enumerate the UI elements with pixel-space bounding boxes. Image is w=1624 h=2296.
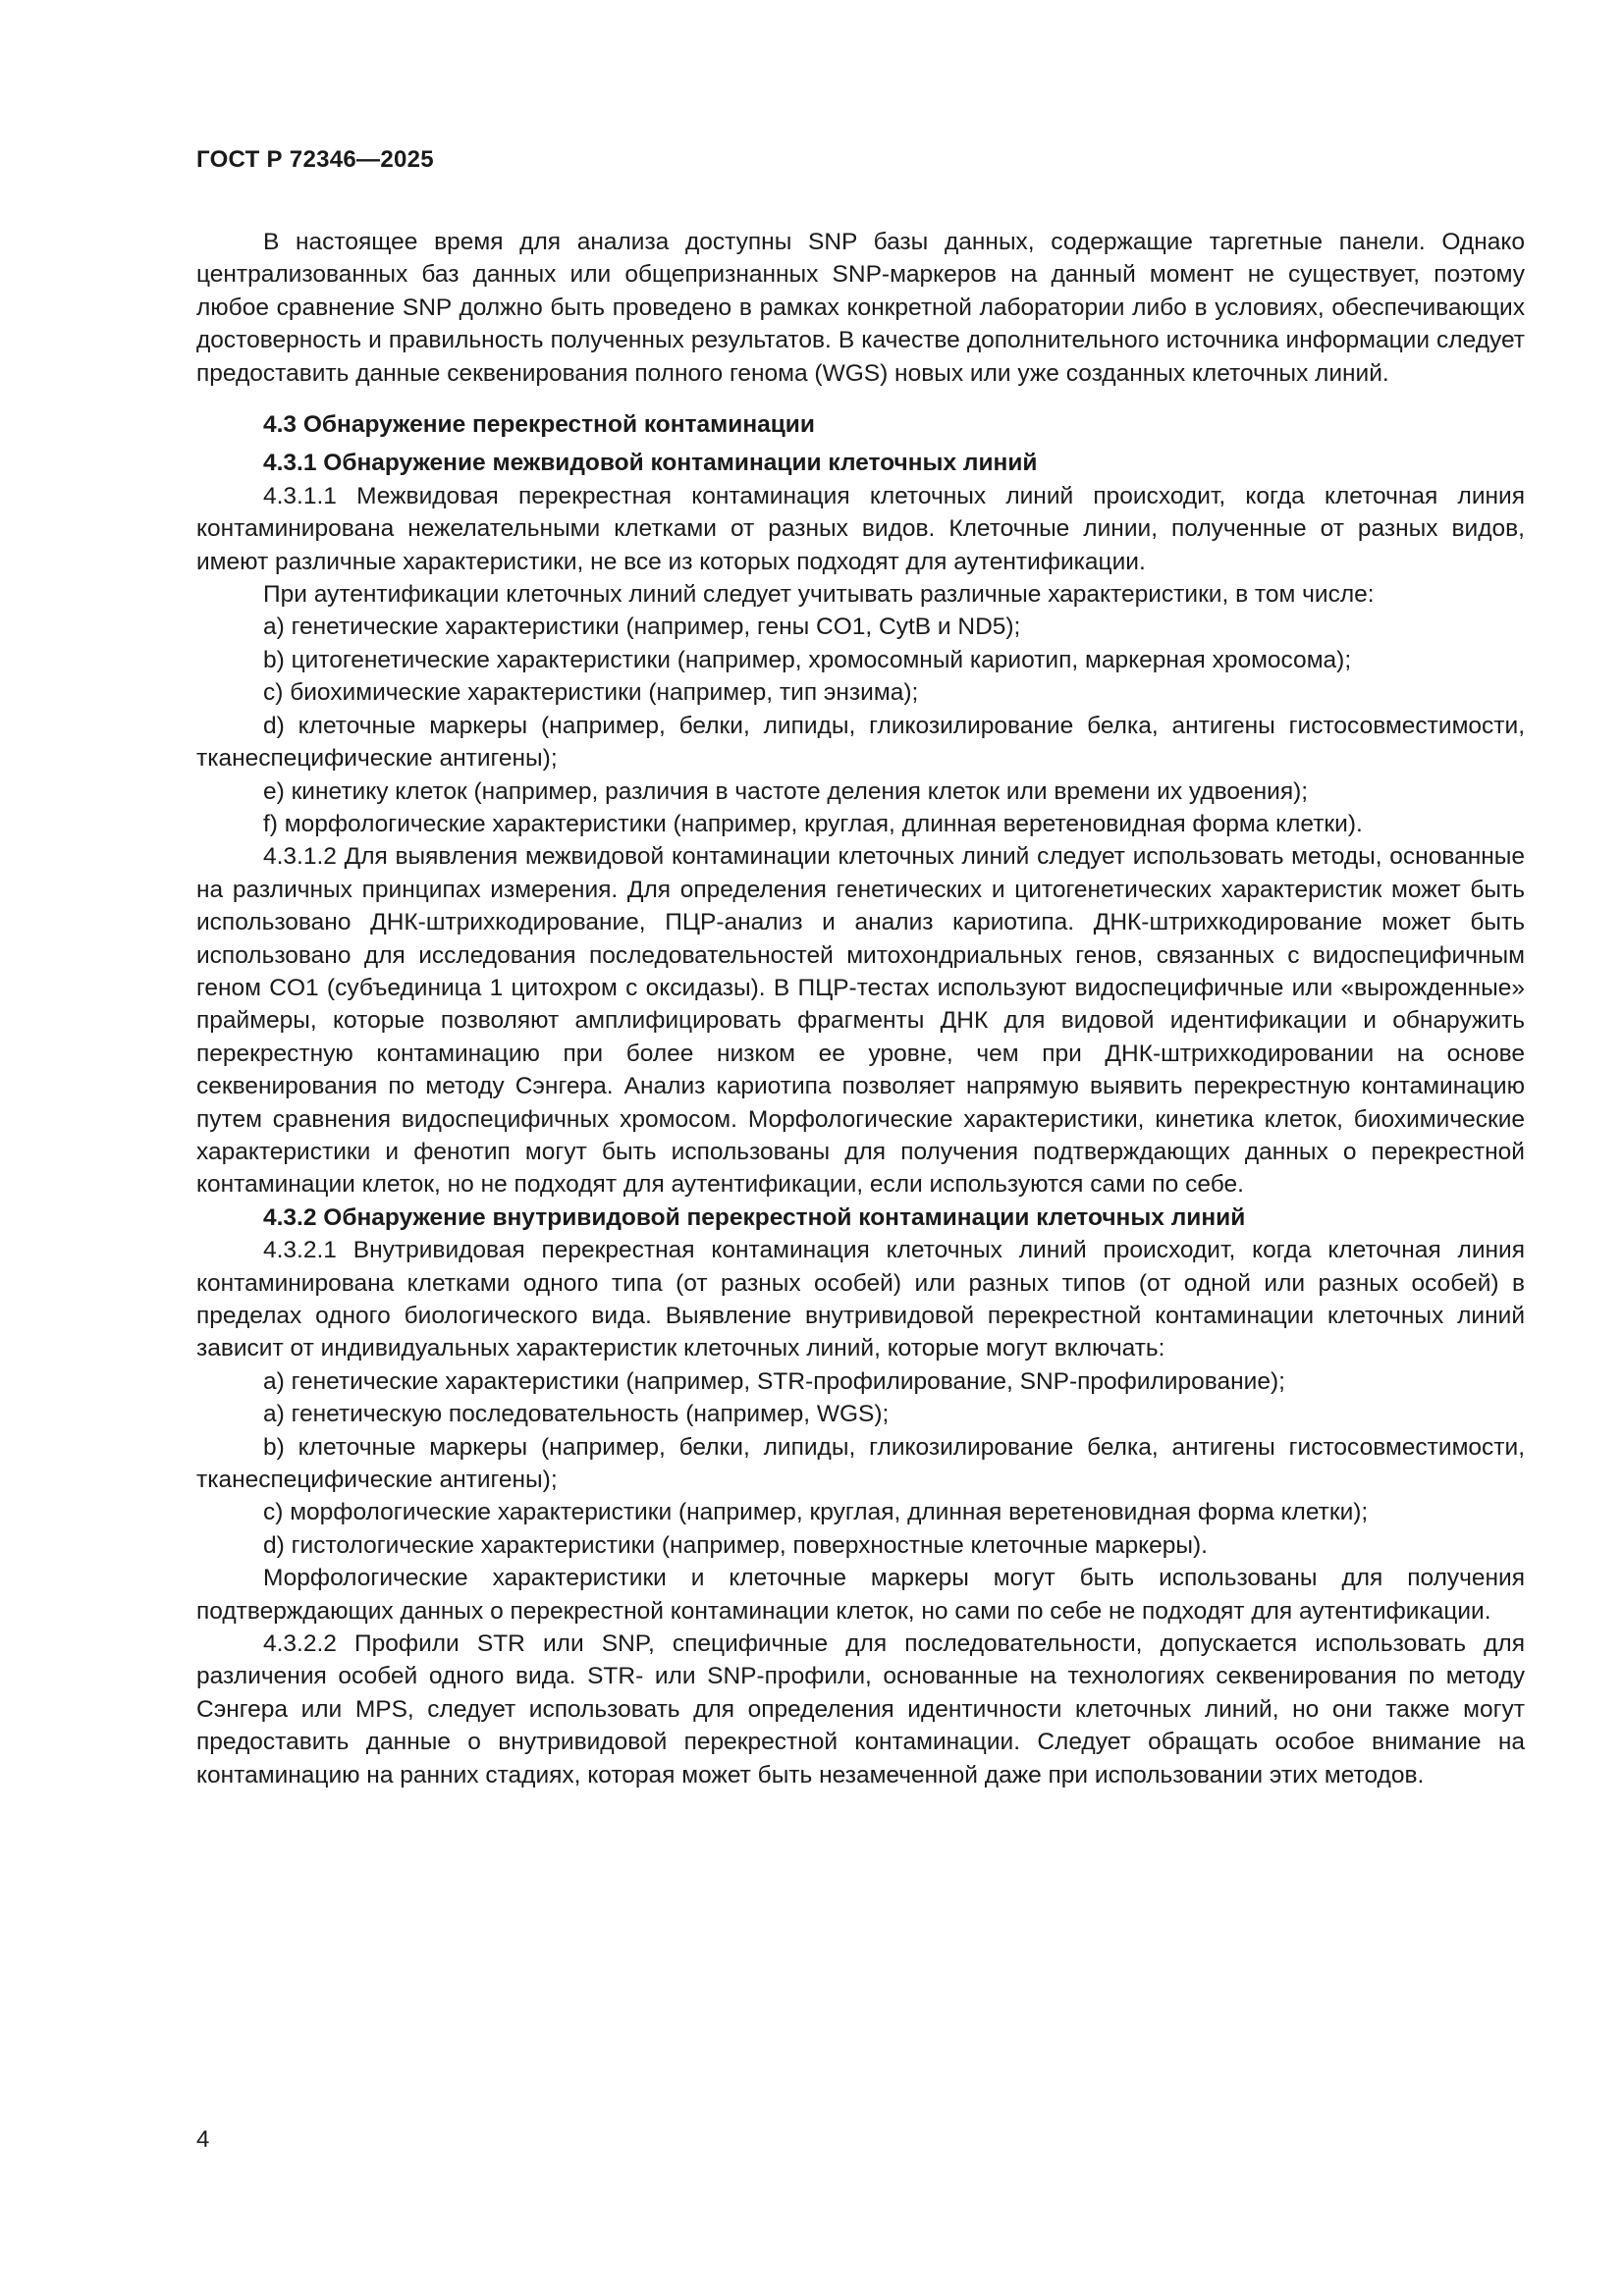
list-item: c) биохимические характеристики (например, тип энзима); — [263, 679, 919, 707]
list-item: d) клеточные маркеры (например, белки, липиды, гликозилирование белка, антигены гистосовместимости, тканеспецифические антигены); — [196, 712, 1525, 773]
list-item: a) генетическую последовательность (например, WGS); — [263, 1401, 890, 1428]
list-item: e) кинетику клеток (например, различия в частоте деления клеток или времени их удвоения); — [263, 777, 1309, 805]
list-item: d) гистологические характеристики (например, поверхностные клеточные маркеры). — [263, 1531, 1208, 1559]
section-heading-4-3: 4.3 Обнаружение перекрестной контаминации — [263, 411, 815, 439]
paragraph-morphology-note: Морфологические характеристики и клеточные маркеры могут быть использованы для получения подтверждающих данных о перекрестной контаминации клеток, но сами по себе не подходят для аутентификации. — [196, 1565, 1525, 1625]
list-item: b) клеточные маркеры (например, белки, липиды, гликозилирование белка, антигены гистосовместимости, тканеспецифические антигены); — [196, 1433, 1525, 1494]
document-code-header: ГОСТ Р 72346—2025 — [196, 146, 434, 173]
paragraph-4-3-2-1: 4.3.2.1 Внутривидовая перекрестная контаминация клеточных линий происходит, когда клеточная линия контаминирована клетками одного типа (от разных особей) или разных типов (от одной или разных особей) в пределах одного биологического вида. Выявление внутривидовой перекрестной контаминации клеточных линий зависит от индивидуальных характеристик клеточных линий, которые могут включать: — [196, 1237, 1525, 1362]
list-item: c) морфологические характеристики (например, круглая, длинная веретеновидная форма клетки); — [263, 1499, 1369, 1526]
paragraph-4-3-1-2: 4.3.1.2 Для выявления межвидовой контаминации клеточных линий следует использовать методы, основанные на различных принципах измерения. Для определения генетических и цитогенетических характеристик может быть использовано ДНК-штрихкодирование, ПЦР-анализ и анализ кариотипа. ДНК-штрихкодирование может быть использовано для исследования последовательностей митохондриальных генов, связанных с видоспецифичным геном CO1 (субъединица 1 цитохром с оксидазы). В ПЦР-тестах используют видоспецифичные или «вырожденные» праймеры, которые позволяют амплифицировать фрагменты ДНК для видовой идентификации и обнаружить перекрестную контаминацию при более низком ее уровне, чем при ДНК-штрихкодировании на основе секвенирования по методу Сэнгера. Анализ кариотипа позволяет напрямую выявить перекрестную контаминацию путем сравнения видоспецифичных хромосом. Морфологические характеристики, кинетика клеток, биохимические характеристики и фенотип могут быть использованы для получения подтверждающих данных о перекрестной контаминации клеток, но не подходят для аутентификации, если используются сами по себе. — [196, 843, 1525, 1199]
list-item: b) цитогенетические характеристики (например, хромосомный кариотип, маркерная хромосома); — [263, 646, 1352, 673]
page-number: 4 — [196, 2126, 210, 2153]
document-body — [196, 226, 1525, 1791]
paragraph-intro: В настоящее время для анализа доступны SNP базы данных, содержащие таргетные панели. Однако централизованных баз данных или общепризнанных SNP-маркеров на данный момент не существует, поэтому любое сравнение SNP должно быть проведено в рамках конкретной лаборатории либо в условиях, обеспечивающих достоверность и правильность полученных результатов. В качестве дополнительного источника информации следует предоставить данные секвенирования полного генома (WGS) новых или уже созданных клеточных линий. — [196, 229, 1525, 387]
list-intro-paragraph: При аутентификации клеточных линий следует учитывать различные характеристики, в том числе: — [263, 581, 1375, 609]
paragraph-4-3-1-1: 4.3.1.1 Межвидовая перекрестная контаминация клеточных линий происходит, когда клеточная линия контаминирована нежелательными клетками от разных видов. Клеточные линии, полученные от разных видов, имеют различные характеристики, не все из которых подходят для аутентификации. — [196, 482, 1525, 575]
list-item: f) морфологические характеристики (например, круглая, длинная веретеновидная форма клетки). — [263, 810, 1363, 837]
paragraph-4-3-2-2: 4.3.2.2 Профили STR или SNP, специфичные для последовательности, допускается использовать для различения особей одного вида. STR- или SNP-профили, основанные на технологиях секвенирования по методу Сэнгера или MPS, следует использовать для определения идентичности клеточных линий, но они также могут предоставить данные о внутривидовой перекрестной контаминации. Следует обращать особое внимание на контаминацию на ранних стадиях, которая может быть незамеченной даже при использовании этих методов. — [196, 1630, 1525, 1789]
list-item: a) генетические характеристики (например, гены CO1, CytB и ND5); — [263, 614, 1021, 641]
subsection-heading-4-3-2: 4.3.2 Обнаружение внутривидовой перекрестной контаминации клеточных линий — [263, 1203, 1246, 1231]
list-item: a) генетические характеристики (например, STR-профилирование, SNP-профилирование); — [263, 1367, 1285, 1395]
subsection-heading-4-3-1: 4.3.1 Обнаружение межвидовой контаминации клеточных линий — [263, 450, 1038, 477]
